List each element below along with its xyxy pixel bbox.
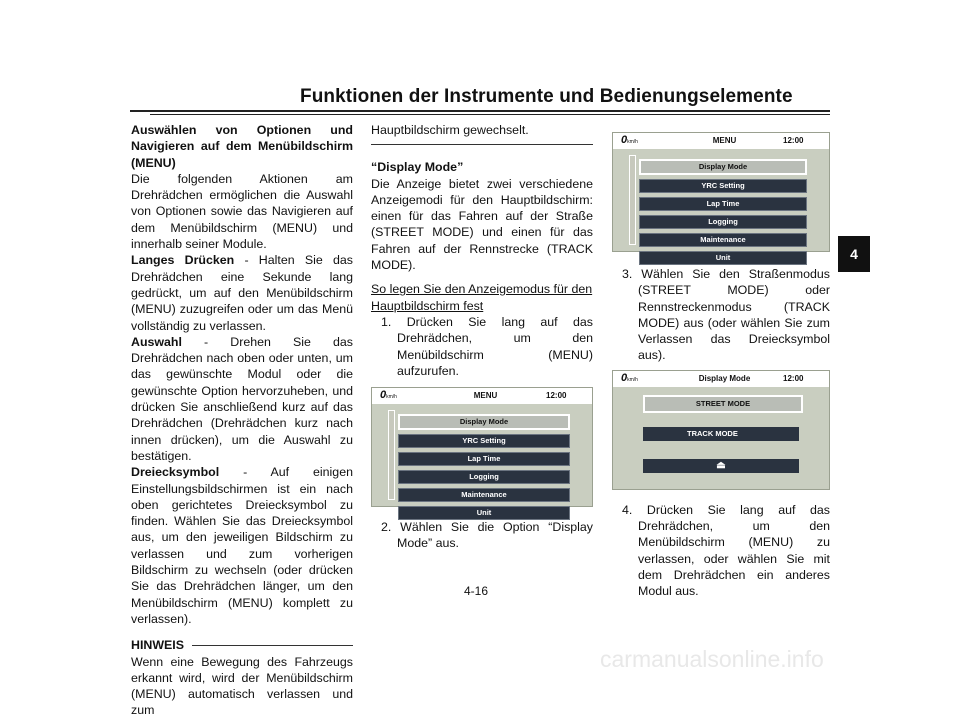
screen-status-bar: [372, 388, 592, 404]
watermark: carmanualsonline.info: [600, 646, 824, 672]
column-3: [612, 122, 830, 600]
select-text: - Drehen Sie das Drehrädchen nach oben oder unten, um das gewünschte Modul oder die gewünschte Option hervorzuheben, und drücken Sie anschließend kurz auf das Drehrädchen (Drehrädchen kurz nach innen drücken), um die Auswahl zu bestätigen.: [131, 334, 353, 463]
scroll-bar: [629, 155, 636, 245]
note-text: Wenn eine Bewegung des Fahrzeugs erkannt wird, wird der Menübildschirm (MENU) automatisch verlassen und zum: [131, 654, 353, 718]
speed-value: 0: [621, 371, 628, 384]
section-separator: [371, 144, 593, 145]
step-2: 2. Wählen Sie die Option “Display Mode” aus.: [381, 520, 593, 551]
menu-item-logging: Logging: [639, 215, 807, 229]
menu-screen-image: [371, 387, 593, 518]
screen-title: MENU: [712, 135, 737, 145]
page-number: 4-16: [464, 584, 489, 598]
menu-item-display-mode: Display Mode: [398, 414, 570, 430]
intro-paragraph: Die folgenden Aktionen am Drehrädchen ermöglichen die Auswahl von Optionen sowie das Navigieren auf dem Menübildschirm (MENU) und innerhalb seiner Module.: [131, 171, 353, 252]
triangle-text: - Auf einigen Einstellungsbildschirmen ist ein nach oben gerichtetes Dreiecksymbol zu finden. Wählen Sie das Dreiecksymbol aus, um den jeweiligen Bildschirm zu verlassen und zum vorherigen Bildschirm zu wechseln (oder drücken Sie das Drehrädchen länger, um den Menübildschirm (MENU) komplett zu verlassen).: [131, 465, 353, 626]
scroll-bar: [388, 410, 395, 500]
menu-item-logging: Logging: [398, 470, 570, 484]
step-4: 4. Drücken Sie lang auf das Drehrädchen, um den Menübildschirm (MENU) zu verlassen, oder wählen Sie mit dem Drehrädchen ein anderes Modul aus.: [622, 502, 830, 599]
chapter-tab: 4: [838, 236, 870, 272]
continued-text: Hauptbildschirm gewechselt.: [371, 123, 529, 137]
triangle-paragraph: [131, 464, 353, 627]
menu-item-unit: Unit: [639, 251, 807, 265]
speed-readout: [613, 132, 666, 150]
menu-item-maintenance: Maintenance: [398, 488, 570, 502]
display-mode-screen-image: [612, 370, 830, 490]
screen-title: MENU: [473, 391, 498, 401]
procedure-title: So legen Sie den Anzeigemodus für den Hauptbildschirm fest: [371, 282, 593, 313]
step-3: 3. Wählen Sie den Straßenmodus (STREET MODE) oder Rennstreckenmodus (TRACK MODE) aus (oder wählen Sie zum Verlassen das Dreiecksymbol aus).: [622, 267, 830, 363]
screen-status-bar: [613, 133, 829, 149]
screen-clock: 12:00: [546, 391, 567, 401]
menu-item-yrc-setting: YRC Setting: [639, 179, 807, 193]
step-1: 1. Drücken Sie lang auf das Drehrädchen, um den Menübildschirm (MENU) aufzurufen.: [381, 314, 593, 378]
long-press-label: Langes Drücken: [131, 253, 235, 268]
display-mode-text: Die Anzeige bietet zwei verschiedene Anzeigemodi für den Hauptbildschirm: einen für das Fahren auf der Straße (STREET MODE) und einen für das Fahren auf der Rennstrecke (TRACK MODE).: [371, 176, 593, 273]
menu-list: [639, 159, 807, 269]
long-press-text: - Halten Sie das Drehrädchen eine Sekunde lang gedrückt, um auf den Menübildschirm (MENU) zuzugreifen oder um das Menü vollständig zu verlassen.: [131, 253, 353, 333]
note-rule: [192, 645, 353, 646]
speed-value: 0: [380, 389, 387, 402]
page-header-title: Funktionen der Instrumente und Bedienungselemente: [300, 86, 793, 107]
column-1: [131, 122, 353, 719]
screen-status-bar: [613, 371, 829, 387]
back-triangle-icon: ⏏: [643, 459, 799, 473]
menu-item-lap-time: Lap Time: [639, 197, 807, 211]
menu-item-unit: Unit: [398, 506, 570, 520]
speed-unit: km/h: [627, 376, 638, 383]
menu-item-lap-time: Lap Time: [398, 452, 570, 466]
note-label: HINWEIS: [131, 638, 185, 653]
display-mode-heading: “Display Mode”: [371, 160, 464, 175]
screen-clock: 12:00: [783, 135, 804, 145]
long-press-paragraph: [131, 252, 353, 333]
menu-list: [398, 414, 570, 524]
menu-screen-image-2: [612, 132, 830, 262]
header-rule-thick: [130, 110, 830, 112]
speed-readout: [372, 387, 425, 405]
speed-unit: km/h: [386, 394, 397, 401]
column-2: [371, 122, 593, 552]
header-rule-thin: [150, 114, 830, 115]
speed-unit: km/h: [627, 138, 638, 145]
speed-readout: [613, 370, 666, 388]
speed-value: 0: [621, 133, 628, 146]
menu-item-yrc-setting: YRC Setting: [398, 434, 570, 448]
screen-title: Display Mode: [698, 373, 751, 383]
screen-clock: 12:00: [783, 373, 804, 383]
note-heading: [131, 637, 353, 653]
select-label: Auswahl: [131, 334, 182, 349]
option-track-mode: TRACK MODE: [643, 427, 799, 441]
section-heading: Auswählen von Optionen und Navigieren auf dem Menübildschirm (MENU): [131, 123, 353, 170]
menu-item-display-mode: Display Mode: [639, 159, 807, 175]
select-paragraph: [131, 334, 353, 464]
triangle-label: Dreiecksymbol: [131, 465, 220, 480]
menu-item-maintenance: Maintenance: [639, 233, 807, 247]
option-street-mode: STREET MODE: [643, 395, 803, 413]
